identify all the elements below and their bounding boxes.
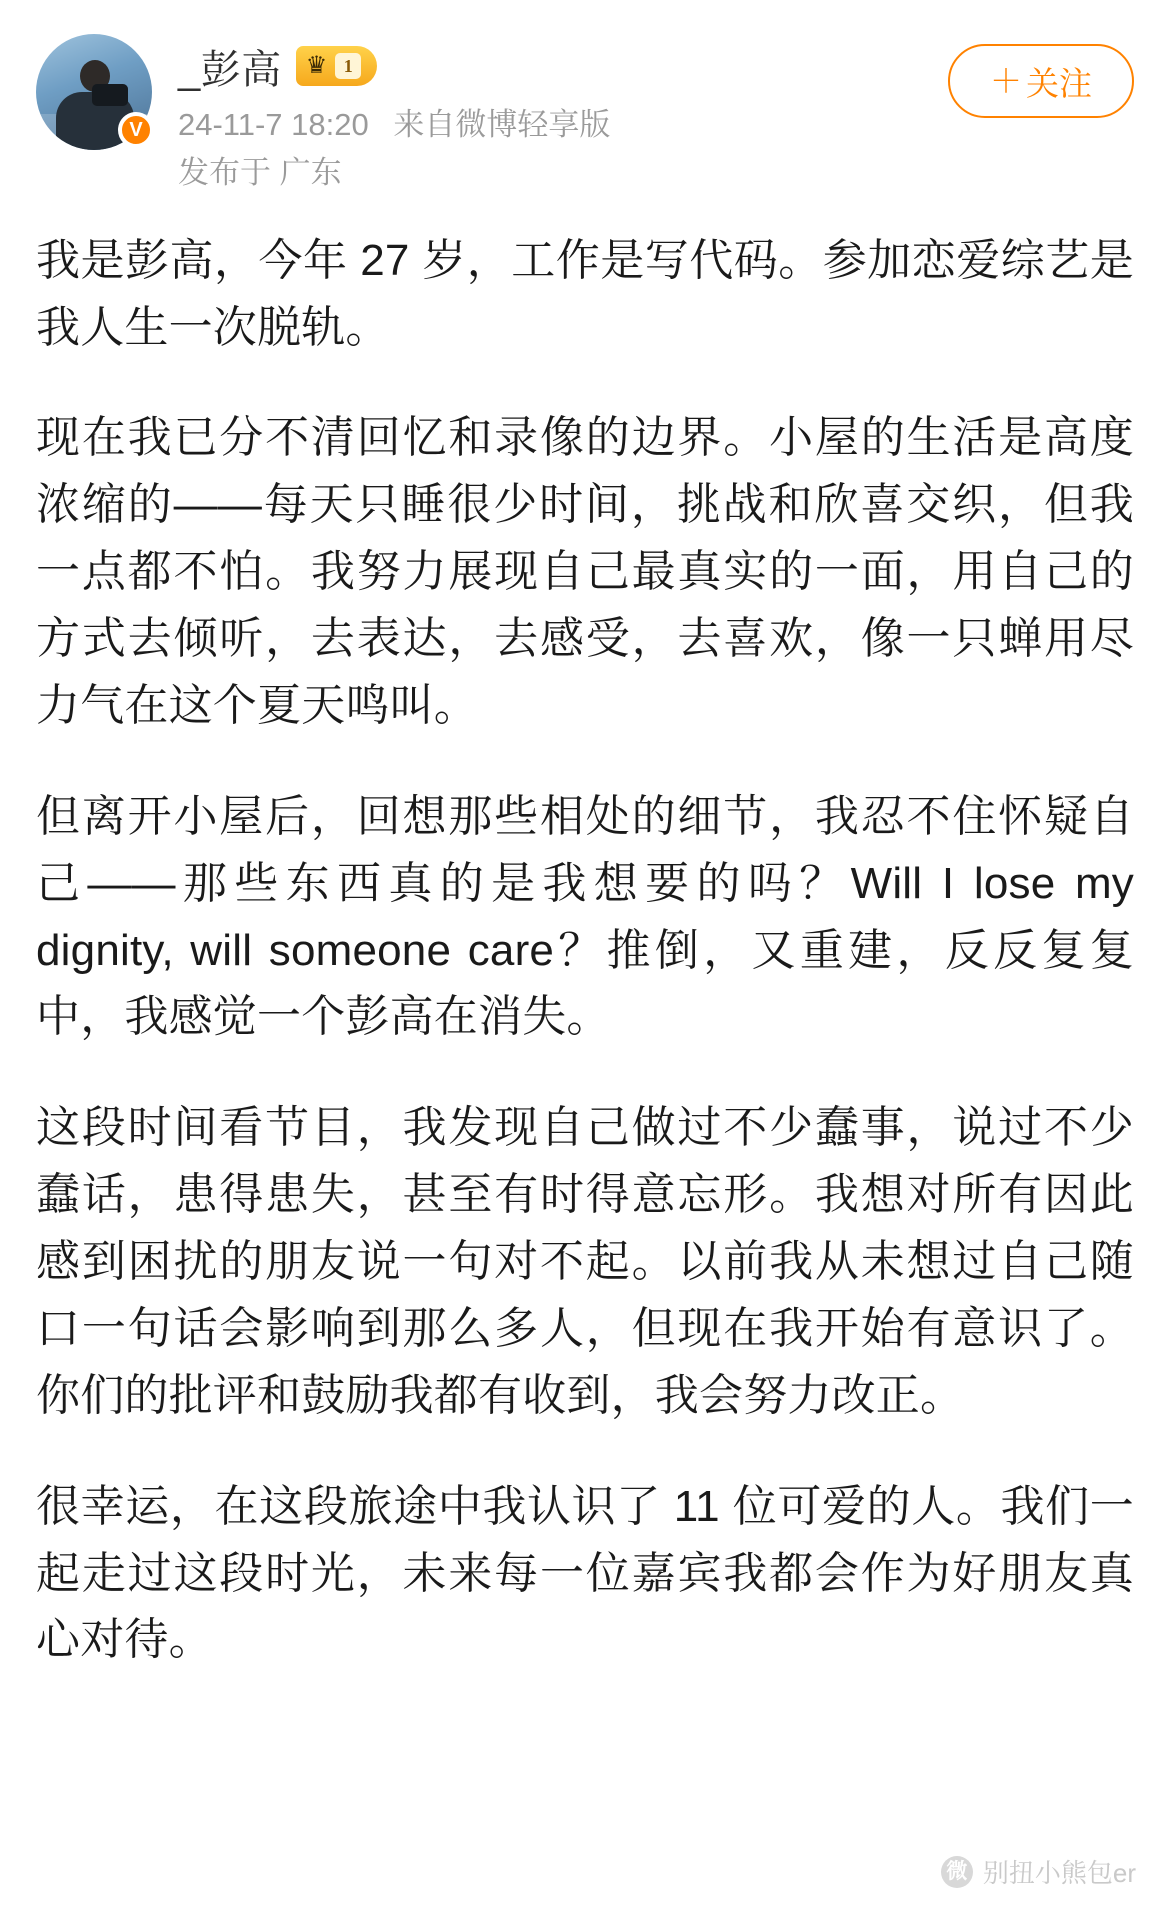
post-paragraph: 我是彭高，今年 27 岁，工作是写代码。参加恋爱综艺是我人生一次脱轨。 (36, 235, 1134, 352)
vip-badge[interactable] (296, 46, 378, 86)
avatar[interactable] (36, 34, 152, 150)
weibo-logo-icon: 微 (941, 1856, 973, 1888)
vip-level-label: 1 (335, 53, 361, 79)
watermark (941, 1853, 1136, 1890)
post-paragraph: 但离开小屋后，回想那些相处的细节，我忍不住怀疑自己——那些东西真的是我想要的吗？Will I lose my dignity, will someone care？推倒，又重建，反反复复中，我感觉一个彭高在消失。 (36, 791, 1134, 1042)
camera-icon (92, 84, 128, 106)
post-paragraph: 现在我已分不清回忆和录像的边界。小屋的生活是高度浓缩的——每天只睡很少时间，挑战和欣喜交织，但我一点都不怕。我努力展现自己最真实的一面，用自己的方式去倾听，去表达，去感受，去喜欢，像一只蝉用尽力气在这个夏天鸣叫。 (36, 413, 1134, 730)
post-location: 发布于 广东 (178, 154, 342, 190)
post-header (36, 30, 1134, 194)
post-paragraph: 很幸运，在这段旅途中我认识了 11 位可爱的人。我们一起走过这段时光，未来每一位嘉宾我都会作为好朋友真心对待。 (36, 1481, 1134, 1665)
post-content (36, 228, 1134, 1675)
verified-badge-icon: V (118, 112, 154, 148)
post-source[interactable]: 来自微博轻享版 (393, 107, 611, 142)
crown-icon: ♛ (305, 52, 328, 79)
follow-button[interactable] (948, 44, 1134, 118)
post-paragraph: 这段时间看节目，我发现自己做过不少蠢事，说过不少蠢话，患得患失，甚至有时得意忘形。我想对所有因此感到困扰的朋友说一句对不起。以前我从未想过自己随口一句话会影响到那么多人，但现在我开始有意识了。你们的批评和鼓励我都有收到，我会努力改正。 (36, 1103, 1134, 1420)
follow-button-label: 关注 (1026, 64, 1092, 102)
watermark-text: 别扭小熊包er (982, 1858, 1136, 1888)
author-name[interactable]: _彭高 (178, 47, 282, 92)
plus-icon: ＋ (989, 63, 1022, 99)
post-timestamp: 24-11-7 18:20 (178, 107, 369, 142)
